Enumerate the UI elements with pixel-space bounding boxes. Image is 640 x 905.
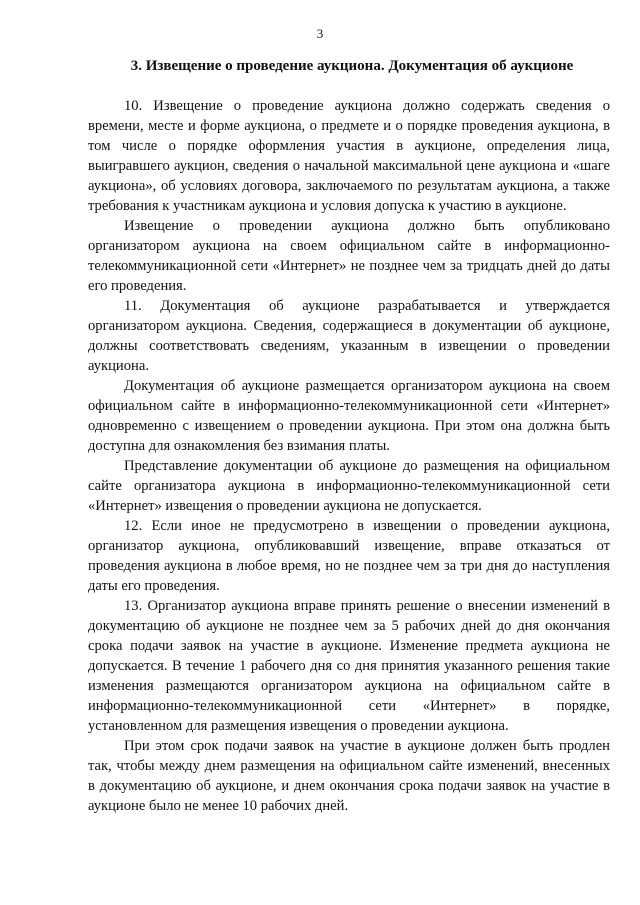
- paragraph-13: 13. Организатор аукциона вправе принять решение о внесении изменений в документацию об аукционе не позднее чем за 5 рабочих дней до дня окончания срока подачи заявок на участие в аукционе. Изменение предмета аукциона не допускается. В течение 1 рабочего дня со дня принятия указанного решения такие изменения размещаются организатором аукциона на официальном сайте в информационно-телекоммуникационной сети «Интернет» в порядке, установленном для размещения извещения о проведении аукциона.: [88, 598, 610, 734]
- paragraph-12: 12. Если иное не предусмотрено в извещении о проведении аукциона, организатор аукциона, опубликовавший извещение, вправе отказаться от проведения аукциона в любое время, но не позднее чем за три дня до наступления даты его проведения.: [88, 518, 610, 594]
- page-number: 3: [316, 26, 324, 41]
- paragraph-10: 10. Извещение о проведение аукциона должно содержать сведения о времени, месте и форме аукциона, о предмете и о порядке проведения аукциона, в том числе о порядке оформления участия в аукционе, определения лица, выигравшего аукцион, сведения о начальной максимальной цене аукциона и «шаге аукциона», об условиях договора, заключаемого по результатам аукциона, а также требования к участникам аукциона и условия допуска к участию в аукционе.: [88, 98, 610, 214]
- paragraph-11: 11. Документация об аукционе разрабатывается и утверждается организатором аукциона. Сведения, содержащиеся в документации об аукционе, должны соответствовать сведениям, указанным в извещении о проведении аукциона.: [88, 298, 610, 374]
- paragraph-documentation-restriction: Представление документации об аукционе до размещения на официальном сайте организатора аукциона в информационно-телекоммуникационной сети «Интернет» извещения о проведении аукциона не допускается.: [88, 458, 610, 514]
- section-heading: 3. Извещение о проведение аукциона. Документация об аукционе: [130, 58, 574, 74]
- paragraph-notice-publication: Извещение о проведении аукциона должно быть опубликовано организатором аукциона на своем официальном сайте в информационно-телекоммуникационной сети «Интернет» не позднее чем за тридцать дней до даты его проведения.: [88, 218, 610, 294]
- paragraph-documentation-placement: Документация об аукционе размещается организатором аукциона на своем официальном сайте в информационно-телекоммуникационной сети «Интернет» одновременно с извещением о проведении аукциона. При этом она должна быть доступна для ознакомления без взимания платы.: [88, 378, 610, 454]
- document-body: [88, 96, 610, 816]
- paragraph-deadline-extension: При этом срок подачи заявок на участие в аукционе должен быть продлен так, чтобы между днем размещения на официальном сайте изменений, внесенных в документацию об аукционе, и днем окончания срока подачи заявок на участие в аукционе было не менее 10 рабочих дней.: [88, 738, 610, 814]
